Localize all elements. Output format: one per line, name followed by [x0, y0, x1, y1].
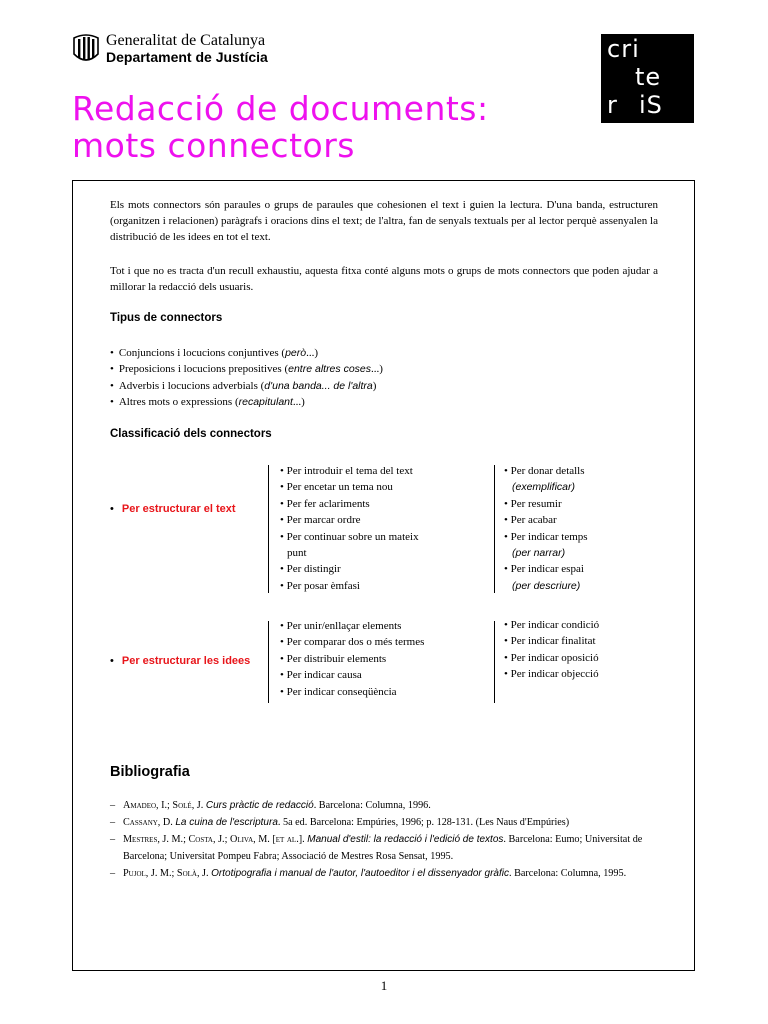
logo-line-2: te	[635, 63, 662, 91]
list-item: • Per introduir el tema del text	[280, 465, 413, 477]
list-item: • Per indicar conseqüència	[280, 685, 397, 698]
list-item: • Per encetar un tema nou	[280, 481, 393, 494]
list-item: • Per distribuir elements	[280, 652, 387, 665]
bibliography-entry: – Cassany, D. La cuina de l'escriptura. 5a ed. Barcelona: Empúries, 1996; p. 128-131. (Les Naus d'Empúries)	[110, 817, 570, 828]
generalitat-emblem-icon	[72, 34, 100, 64]
page-number: 1	[380, 978, 388, 993]
title-line-2: mots connectors	[72, 126, 355, 165]
group-label-structure-text: • Per estructurar el text	[110, 503, 236, 515]
list-item: punt	[287, 547, 307, 560]
list-item: • Per acabar	[504, 514, 557, 527]
list-item: • Preposicions i locucions prepositives (entre altres coses...)	[110, 361, 383, 377]
logo-line-1: cri	[607, 35, 640, 63]
divider	[494, 465, 495, 593]
group-label-structure-ideas: • Per estructurar les idees	[110, 655, 251, 667]
list-item: • Per indicar causa	[280, 669, 362, 682]
list-item: • Per indicar condició	[504, 619, 600, 631]
organization-name	[106, 32, 268, 66]
intro-paragraph-1: Els mots connectors són paraules o grups de paraules que cohesionen el text i guien la lectura. D'una banda, estructuren (organitzen i relacionen) paràgrafs i oracions dins el text; de l'altra, fan de senyals textuals per al lector perquè assenyalen la distribució de les idees en tot el text.	[110, 199, 658, 243]
list-item: • Per unir/enllaçar elements	[280, 620, 402, 632]
list-item: • Per indicar oposició	[504, 651, 599, 664]
intro-paragraph-2: Tot i que no es tracta d'un recull exhaustiu, aquesta fitxa conté alguns mots o grups de mots connectors que poden ajudar a millorar la redacció dels usuaris.	[110, 265, 658, 293]
list-item: • Per continuar sobre un mateix	[280, 530, 419, 543]
list-item: • Per donar detalls	[504, 465, 585, 477]
list-item: • Per posar èmfasi	[280, 579, 360, 592]
types-list	[110, 345, 383, 410]
group2-column-1	[280, 618, 424, 700]
bibliography-entry: – Pujol, J. M.; Solà, J. Ortotipografia i manual de l'autor, l'autoeditor i el dissenyador gràfic. Barcelona: Columna, 1995.	[110, 868, 627, 879]
list-item: (exemplificar)	[512, 481, 576, 494]
divider	[268, 621, 269, 703]
list-item: • Per fer aclariments	[280, 497, 370, 510]
bibliography-list	[110, 797, 670, 882]
criteris-logo	[601, 34, 694, 123]
list-item: • Per indicar temps	[504, 530, 588, 543]
list-item: (per narrar)	[512, 547, 566, 560]
list-item: • Per distingir	[280, 563, 341, 576]
divider	[268, 465, 269, 593]
list-item: • Per indicar espai	[504, 563, 584, 576]
list-item: • Per resumir	[504, 497, 562, 510]
list-item: • Per indicar finalitat	[504, 635, 596, 648]
list-item: • Altres mots o expressions (recapitulant...)	[110, 394, 383, 410]
list-item: (per descriure)	[512, 579, 581, 592]
bibliography-entry: – Amadeo, I.; Solé, J. Curs pràctic de redacció. Barcelona: Columna, 1996.	[110, 800, 431, 811]
list-item: • Adverbis i locucions adverbials (d'una banda... de l'altra)	[110, 378, 383, 394]
list-item: • Per marcar ordre	[280, 514, 361, 527]
title-line-1: Redacció de documents:	[72, 89, 489, 128]
group2-column-2	[504, 617, 599, 683]
org-line-2: Departament de Justícia	[106, 49, 268, 65]
list-item: • Conjuncions i locucions conjuntives (però...)	[110, 345, 383, 361]
group1-column-2	[504, 463, 588, 594]
divider	[494, 621, 495, 703]
bibliography-heading: Bibliografia	[110, 764, 190, 780]
types-heading: Tipus de connectors	[110, 312, 223, 324]
page-title	[72, 90, 489, 164]
group1-column-1	[280, 463, 419, 594]
classification-heading: Classificació dels connectors	[110, 428, 272, 440]
list-item: • Per comparar dos o més termes	[280, 636, 425, 649]
org-line-1: Generalitat de Catalunya	[106, 32, 266, 49]
logo-line-4: iS	[639, 91, 663, 119]
bibliography-entry: – Mestres, J. M.; Costa, J.; Oliva, M. [et al.]. Manual d'estil: la redacció i l'edició de textos. Barcelona: Eumo; Universitat de Barcelona; Universitat Pompeu Fabra; Associació de Mestres Rosa Sensat, 1995.	[110, 834, 643, 862]
list-item: • Per indicar objecció	[504, 668, 599, 681]
logo-line-3: r	[607, 91, 618, 119]
